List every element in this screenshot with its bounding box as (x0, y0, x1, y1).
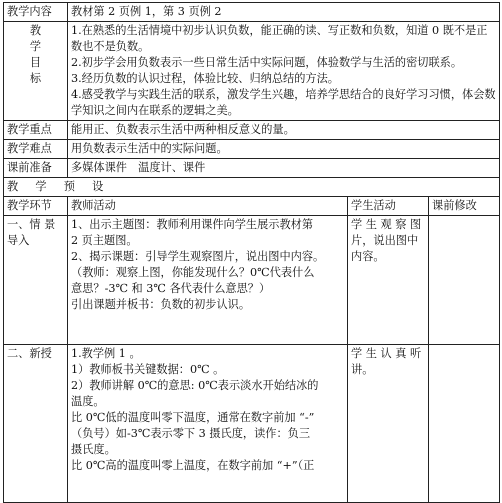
goals-list (68, 22, 500, 121)
student-line: 学 生 认 真 听 (351, 347, 422, 360)
teacher-line: 2）教师讲解 0℃的意思: 0℃表示淡水开始结冰的 (71, 379, 319, 392)
header-student: 学生活动 (348, 197, 429, 216)
student-line: 学 生 观 察 图 (351, 218, 422, 231)
goal-item: 2.初步学会用负数表示一些日常生活中实际问题，体验数学与生活的密切联系。 (71, 56, 463, 69)
label-key-point: 教学重点 (4, 121, 68, 140)
revision-intro (429, 216, 500, 345)
goal-label-char: 学 (29, 40, 42, 53)
teacher-activity-intro (68, 216, 348, 345)
row-key-point (4, 121, 500, 140)
teacher-line: 比 0℃高的温度叫零上温度，在数字前加 “+”（正 (71, 459, 315, 472)
stage-intro (4, 216, 68, 345)
label-difficulty: 教学难点 (4, 140, 68, 159)
student-activity-intro (348, 216, 429, 345)
header-teacher: 教师活动 (68, 197, 348, 216)
value-difficulty: 用负数表示生活中的实际问题。 (68, 140, 500, 159)
goal-label-char: 教 (29, 24, 42, 37)
stage-intro-line: 导入 (7, 234, 30, 247)
goal-item: 1.在熟悉的生活情境中初步认识负数，能正确的读、写正数和负数，知道 0 既不是正数也不是负数。 (71, 24, 488, 53)
teacher-line: 温度。 (71, 395, 105, 408)
label-goals (4, 22, 68, 121)
value-content: 教材第 2 页例 1，第 3 页例 2 (68, 3, 500, 22)
goal-label-char: 标 (29, 72, 42, 85)
row-content (4, 3, 500, 22)
row-section-intro (4, 216, 500, 345)
teacher-line: 意思？-3℃ 和 3℃ 各代表什么意思？） (71, 282, 271, 295)
goal-label-char: 目 (29, 56, 42, 69)
student-activity-new (348, 345, 429, 503)
row-headers (4, 197, 500, 216)
stage-intro-line: 一、情 景 (7, 218, 56, 231)
label-content: 教学内容 (4, 3, 68, 22)
teacher-line: 1）教师板书关键数据：0℃ 。 (71, 363, 225, 376)
student-line: 内容。 (351, 250, 385, 263)
stage-new-line: 二、新授 (7, 347, 52, 360)
stage-new (4, 345, 68, 503)
teacher-activity-new (68, 345, 348, 503)
row-goals (4, 22, 500, 121)
student-line: 片，说出图中 (351, 234, 419, 247)
teacher-line: 比 0℃低的温度叫零下温度，通常在数字前加 “-” (71, 411, 315, 424)
header-stage: 教学环节 (4, 197, 68, 216)
row-section-new (4, 345, 500, 503)
value-prep: 多媒体课件 温度计、课件 (68, 159, 500, 178)
design-title: 教 学 预 设 (4, 178, 500, 197)
value-key-point: 能用正、负数表示生活中两种相反意义的量。 (68, 121, 500, 140)
teacher-line: 引出课题并板书：负数的初步认识。 (71, 298, 251, 311)
teacher-line: 1、出示主题图：教师利用课件向学生展示教材第 (71, 218, 314, 231)
goal-item: 3.经历负数的认识过程，体验比较、归纳总结的方法。 (71, 72, 339, 85)
teacher-line: 1.教学例 1 。 (71, 347, 141, 360)
revision-new (429, 345, 500, 503)
lesson-plan-table (3, 2, 500, 503)
teacher-line: 摄氏度。 (71, 443, 116, 456)
teacher-line: （教师：观察上图，你能发现什么？0℃代表什么 (71, 266, 315, 279)
student-line: 讲。 (351, 363, 374, 376)
row-prep (4, 159, 500, 178)
label-prep: 课前准备 (4, 159, 68, 178)
header-revision: 课前修改 (429, 197, 500, 216)
teacher-line: （负号）如-3℃表示零下 3 摄氏度，读作：负三 (71, 427, 311, 440)
row-difficulty (4, 140, 500, 159)
goal-item: 4.感受教学与实践生活的联系，激发学生兴趣，培养学思结合的良好学习习惯，体会数学知识之间内在联系的逻辑之美。 (71, 88, 496, 117)
teacher-line: 2 页主题图。 (71, 234, 138, 247)
teacher-line: 2、揭示课题：引导学生观察图片，说出图中内容。 (71, 250, 325, 263)
row-design-title (4, 178, 500, 197)
